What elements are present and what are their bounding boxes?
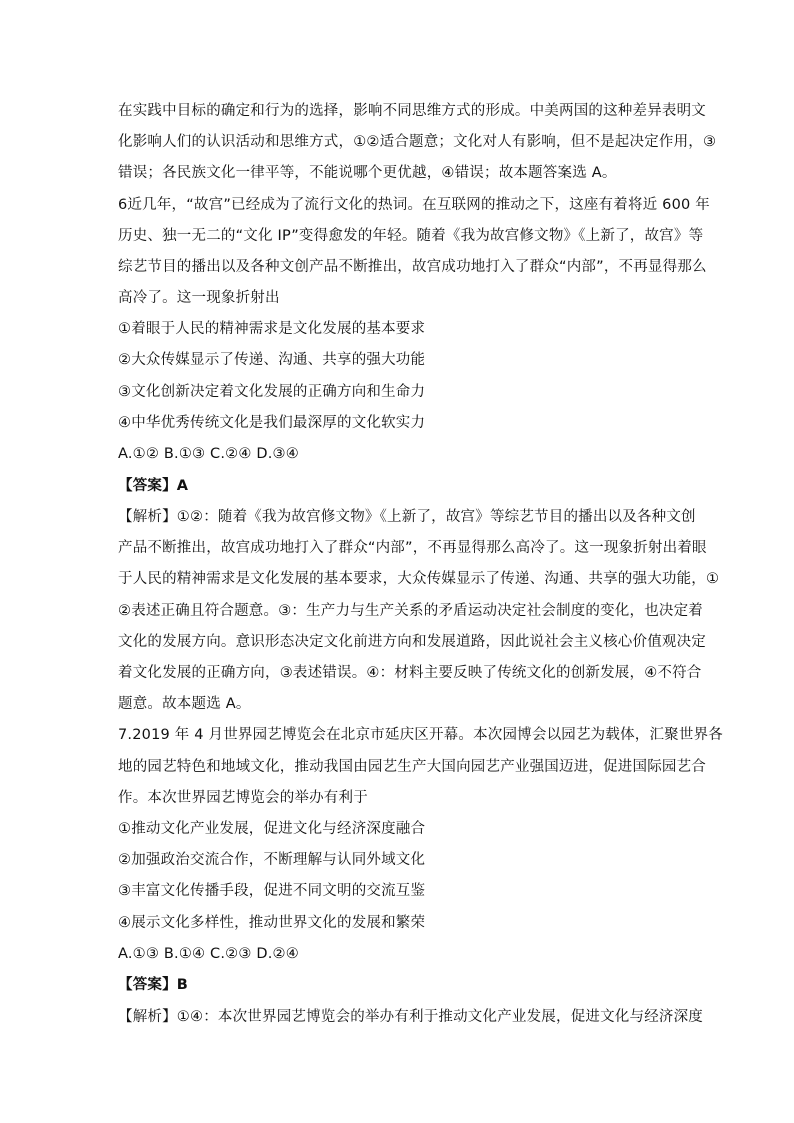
question-7-analysis-line: 【解析】①④：本次世界园艺博览会的举办有利于推动文化产业发展，促进文化与经济深度 [118,1009,703,1025]
question-6-options: A.①② B.①③ C.②④ D.③④ [118,446,299,462]
paragraph-line: 错误；各民族文化一律平等，不能说哪个更优越，④错误；故本题答案选 A。 [118,165,617,181]
question-6-stem-line: 历史、独一无二的“文化 IP”变得愈发的年轻。随着《我为故宫修文物》《上新了，故宫》等 [118,228,704,244]
question-6-statement-4: ④中华优秀传统文化是我们最深厚的文化软实力 [118,415,426,431]
question-6-analysis-line: 题意。故本题选 A。 [118,696,251,712]
question-7-answer: 【答案】B [118,977,189,993]
question-6-analysis-line: 于人民的精神需求是文化发展的基本要求，大众传媒显示了传递、沟通、共享的强大功能，① [118,571,720,587]
question-6-analysis-line: 文化的发展方向。意识形态决定文化前进方向和发展道路，因此说社会主义核心价值观决定 [118,634,706,650]
question-7-statement-3: ③丰富文化传播手段，促进不同文明的交流互鉴 [118,883,426,899]
question-7-statement-2: ②加强政治交流合作，不断理解与认同外域文化 [118,852,426,868]
question-7-stem-line: 作。本次世界园艺博览会的举办有利于 [118,790,368,806]
question-6-statement-2: ②大众传媒显示了传递、沟通、共享的强大功能 [118,352,426,368]
question-6-stem-line: 6近几年，“故宫”已经成为了流行文化的热词。在互联网的推动之下，这座有着将近 600 年 [118,197,710,213]
question-7-statement-1: ①推动文化产业发展，促进文化与经济深度融合 [118,821,426,837]
question-6-analysis-line: 【解析】①②：随着《我为故宫修文物》《上新了，故宫》等综艺节目的播出以及各种文创 [118,509,696,525]
question-7-options: A.①③ B.①④ C.②③ D.②④ [118,946,299,962]
question-6-analysis-line: 着文化发展的正确方向，③表述错误。④：材料主要反映了传统文化的创新发展，④不符合 [118,665,702,681]
question-7-stem-line: 地的园艺特色和地域文化，推动我国由园艺生产大国向园艺产业强国迈进，促进国际园艺合 [118,759,706,775]
question-6-analysis-line: ②表述正确且符合题意。③：生产力与生产关系的矛盾运动决定社会制度的变化，也决定着 [118,603,703,619]
question-7-statement-4: ④展示文化多样性，推动世界文化的发展和繁荣 [118,915,426,931]
question-6-stem-line: 综艺节目的播出以及各种文创产品不断推出，故宫成功地打入了群众“内部”，不再显得那么 [118,259,707,275]
paragraph-line: 在实践中目标的确定和行为的选择，影响不同思维方式的形成。中美两国的这种差异表明文 [118,103,706,119]
question-7-stem-line: 7.2019 年 4 月世界园艺博览会在北京市延庆区开幕。本次园博会以园艺为载体，汇聚世界各 [118,727,723,743]
question-6-statement-3: ③文化创新决定着文化发展的正确方向和生命力 [118,384,426,400]
question-6-statement-1: ①着眼于人民的精神需求是文化发展的基本要求 [118,321,426,337]
question-6-answer: 【答案】A [118,478,189,494]
question-6-stem-line: 高冷了。这一现象折射出 [118,290,280,306]
paragraph-line: 化影响人们的认识活动和思维方式，①②适合题意；文化对人有影响，但不是起决定作用，③ [118,134,717,150]
question-6-analysis-line: 产品不断推出，故宫成功地打入了群众“内部”，不再显得那么高冷了。这一现象折射出着眼 [118,540,707,556]
